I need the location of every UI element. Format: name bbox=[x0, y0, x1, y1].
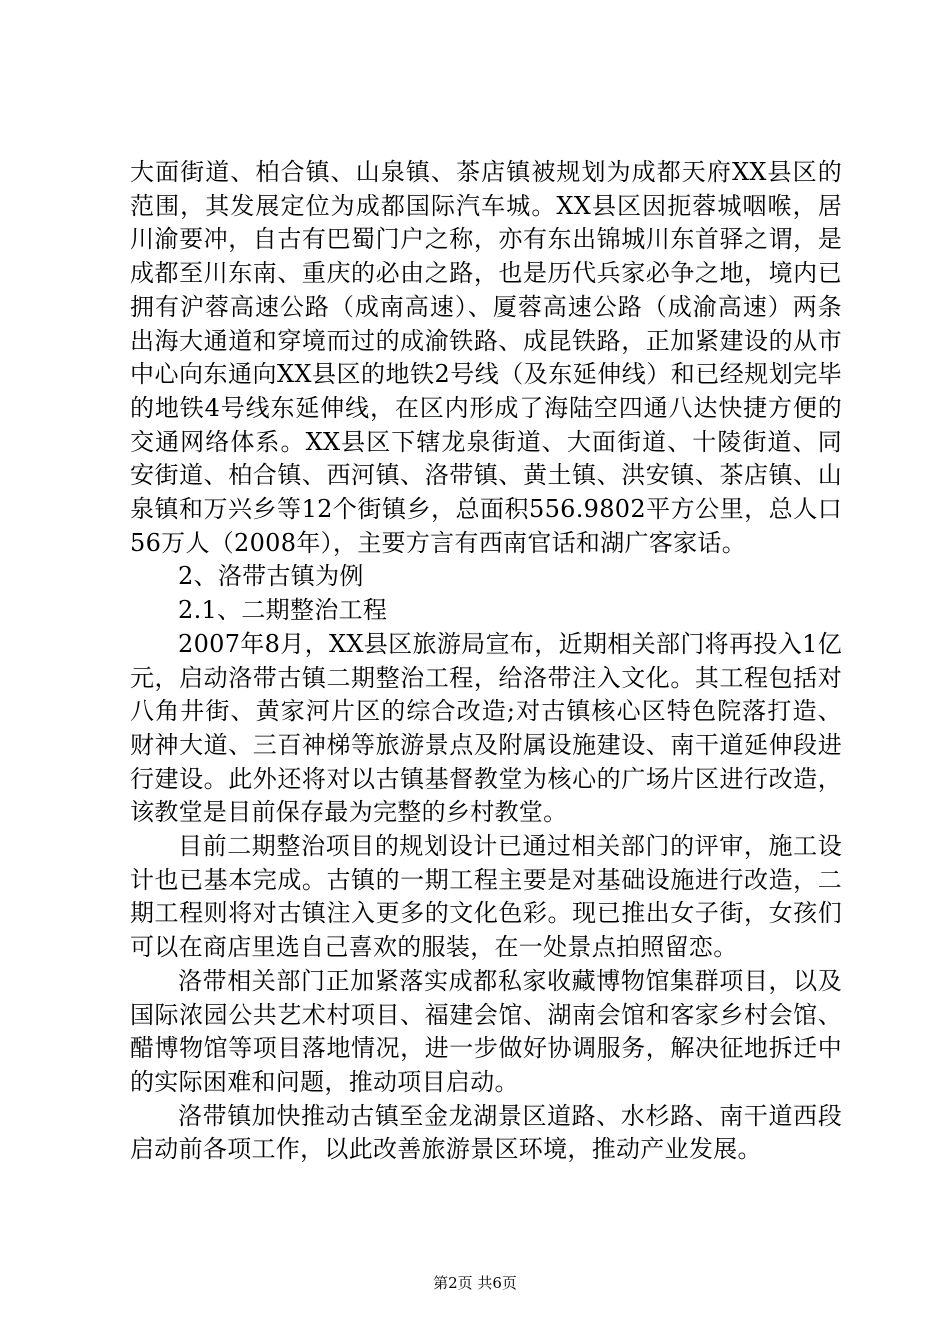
body-paragraph-4: 洛带相关部门正加紧落实成都私家收藏博物馆集群项目，以及国际浓园公共艺术村项目、福建会馆、湖南会馆和客家乡村会馆、醋博物馆等项目落地情况，进一步做好协调服务，解决征地拆迁中的实际困难和问题，推动项目启动。 bbox=[130, 966, 842, 1096]
subsection-heading-2-1: 2.1、二期整治工程 bbox=[178, 596, 388, 625]
body-paragraph-2: 2007年8月，XX县区旅游局宣布，近期相关部门将再投入1亿元，启动洛带古镇二期整治工程，给洛带注入文化。其工程包括对八角井街、黄家河片区的综合改造;对古镇核心区特色院落打造、财神大道、三百神梯等旅游景点及附属设施建设、南干道延伸段进行建设。此外还将对以古镇基督教堂为核心的广场片区进行改造，该教堂是目前保存最为完整的乡村教堂。 bbox=[130, 629, 842, 827]
section-heading-2: 2、洛带古镇为例 bbox=[178, 562, 364, 591]
page-number-label: 第2页 共6页 bbox=[433, 1274, 517, 1292]
body-paragraph-3: 目前二期整治项目的规划设计已通过相关部门的评审，施工设计也已基本完成。古镇的一期工程主要是对基础设施进行改造，二期工程则将对古镇注入更多的文化色彩。现已推出女子街，女孩们可以在商店里选自己喜欢的服装，在一处景点拍照留恋。 bbox=[130, 832, 842, 962]
page-footer bbox=[0, 1273, 950, 1293]
body-paragraph-5: 洛带镇加快推动古镇至金龙湖景区道路、水杉路、南干道西段启动前各项工作，以此改善旅游景区环境，推动产业发展。 bbox=[130, 1101, 842, 1164]
document-body bbox=[130, 156, 842, 1167]
body-paragraph-1: 大面街道、柏合镇、山泉镇、茶店镇被规划为成都天府XX县区的范围，其发展定位为成都国际汽车城。XX县区因扼蓉城咽喉，居川渝要冲，自古有巴蜀门户之称，亦有东出锦城川东首驿之谓，是成都至川东南、重庆的必由之路，也是历代兵家必争之地，境内已拥有沪蓉高速公路（成南高速）、厦蓉高速公路（成渝高速）两条出海大通道和穿境而过的成渝铁路、成昆铁路，正加紧建设的从市中心向东通向XX县区的地铁2号线（及东延伸线）和已经规划完毕的地铁4号线东延伸线，在区内形成了海陆空四通八达快捷方便的交通网络体系。XX县区下辖龙泉街道、大面街道、十陵街道、同安街道、柏合镇、西河镇、洛带镇、黄土镇、洪安镇、茶店镇、山泉镇和万兴乡等12个街镇乡，总面积556.9802平方公里，总人口56万人（2008年），主要方言有西南官话和湖广客家话。 bbox=[130, 158, 842, 557]
